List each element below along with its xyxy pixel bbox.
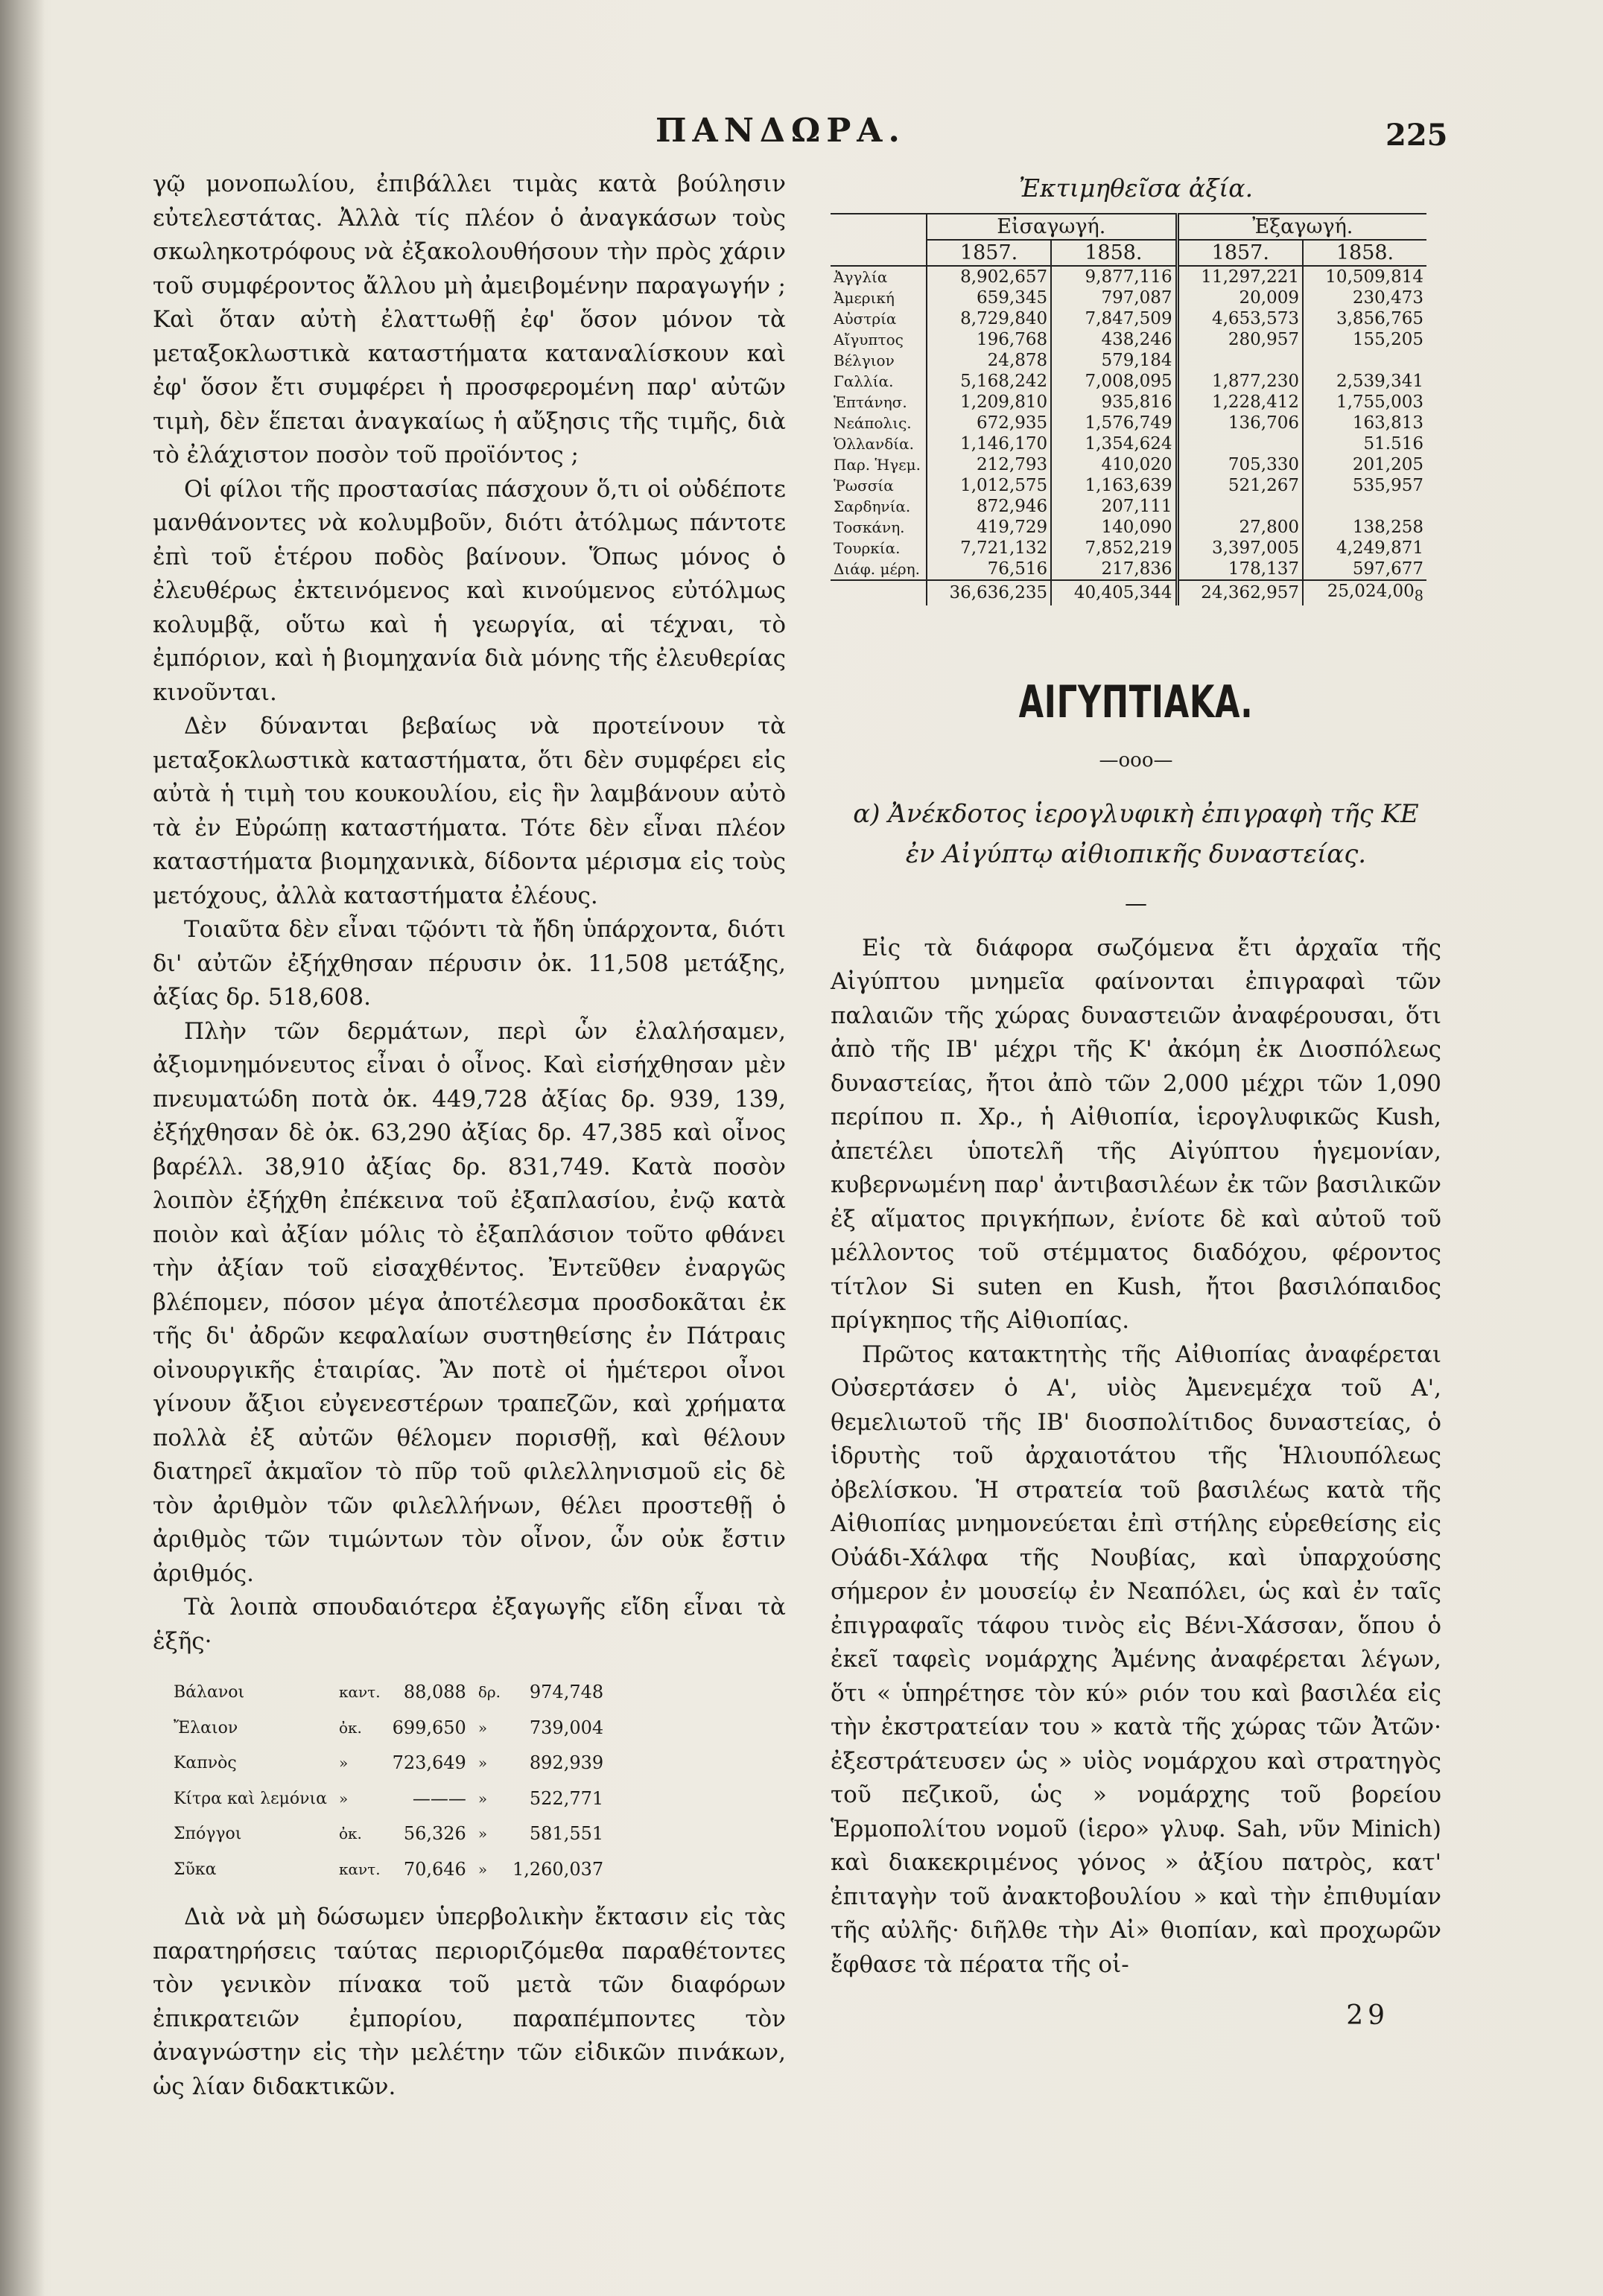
import-1858-cell: 207,111: [1051, 496, 1177, 517]
export-1857-cell: 27,800: [1177, 517, 1303, 538]
paragraph: Οἱ φίλοι τῆς προστασίας πάσχουν ὅ,τι οἱ οὐδέποτε μανθάνοντες νὰ κολυμβοῦν, διότι ἀτόλμως πάντοτε ἐπὶ τοῦ ἑτέρου ποδὸς βαίνουν. Ὅπως μόνος ὁ ἐλευθέρως ἐκτεινόμενος καὶ κινούμενος εὐτόλμως κολυμβᾷ, οὕτω καὶ ἡ γεωργία, αἱ τέχναι, τὸ ἐμπόριον, καὶ ἡ βιομηχανία διὰ μόνης τῆς ἐλευθερίας κινοῦνται.: [153, 475, 786, 706]
country-cell: Τοσκάνη.: [834, 518, 905, 536]
paragraph: γῷ μονοπωλίου, ἐπιβάλλει τιμὰς κατὰ βούλησιν εὐτελεστάτας. Ἀλλὰ τίς πλέον ὁ ἀναγκάσων τοὺς σκωληκοτρόφους νὰ ἐξακολουθήσουν τὴν πρὸς χάριν τοῦ συμφέροντος ἄλλου μὴ ἀμειβομένην παραγωγήν ; Καὶ ὅταν αὐτὴ ἐλαττωθῇ ἐφ' ὅσον μόνον τὰ μεταξοκλωστικὰ καταστήματα καταναλίσκουν καὶ ἐφ' ὅσον ἔτι συμφέρει ἡ προσφερομένη παρ' αὐτῶν τιμὴ, δὲν ἕπεται ἀναγκαίως ἡ αὔξησις τῆς τιμῆς, διὰ τὸ ἐλάχιστον ποσὸν τοῦ προϊόντος ;: [153, 171, 786, 468]
export-header: Ἐξαγωγή.: [1177, 214, 1426, 240]
import-1857-cell: 8,902,657: [927, 266, 1051, 287]
year-header: 1858.: [1051, 240, 1177, 266]
import-1857-cell: 1,146,170: [927, 433, 1051, 454]
divider: —: [1125, 890, 1147, 917]
total-import-1857: 36,636,235: [927, 580, 1051, 605]
table-row: [168, 1675, 609, 1711]
export-unit: ὀκ.: [338, 1718, 362, 1737]
import-1857-cell: 24,878: [927, 350, 1051, 371]
import-1857-cell: 659,345: [927, 287, 1051, 308]
table-row: [831, 371, 1426, 392]
section-title: ΑΙΓΥΠΤΙΑΚΑ.: [1018, 675, 1254, 728]
table-row: [831, 454, 1426, 475]
export-value: 974,748: [529, 1682, 604, 1702]
export-quantity: 723,649: [392, 1752, 466, 1773]
export-item: Κίτρα καὶ λεμόνια: [174, 1789, 327, 1808]
ornament: —ooo—: [1099, 748, 1173, 772]
export-1858-cell: [1303, 350, 1426, 371]
table-row: [831, 413, 1426, 433]
import-1857-cell: 5,168,242: [927, 371, 1051, 392]
export-unit: καντ.: [338, 1683, 381, 1701]
export-1858-cell: 10,509,814: [1303, 266, 1426, 287]
import-1858-cell: 1,576,749: [1051, 413, 1177, 433]
paragraph: Πλὴν τῶν δερμάτων, περὶ ὧν ἐλαλήσαμεν, ἀξιομνημόνευτος εἶναι ὁ οἶνος. Καὶ εἰσήχθησαν μὲν πνευματώδη ποτὰ ὀκ. 449,728 ἀξίας δρ. 939, 139, ἐξήχθησαν δὲ ὀκ. 63,290 ἀξίας δρ. 47,385 καὶ οἶνος βαρέλλ. 38,910 ἀξίας δρ. 831,749. Κατὰ ποσὸν λοιπὸν ἐξήχθη ἐπέκεινα τοῦ ἐξαπλασίου, ἐνῷ κατὰ ποιὸν καὶ ἀξίαν μόλις τὸ ἐξαπλάσιον τοῦτο φθάνει τὴν ἀξίαν τοῦ εἰσαχθέντος. Ἐντεῦθεν ἐναργῶς βλέπομεν, πόσον μέγα ἀποτέλεσμα προσδοκᾶται ἐκ τῆς δι' ἀδρῶν κεφαλαίων συστηθείσης ἐν Πάτραις οἰνουργικῆς ἑταιρίας. Ἂν ποτὲ οἱ ἡμέτεροι οἶνοι γίνουν ἄξιοι εὐγενεστέρων τραπεζῶν, καὶ χρήματα πολλὰ ἐξ αὐτῶν θέλομεν πορισθῇ, καὶ θέλουν διατηρεῖ ἀκμαῖον τὸ πῦρ τοῦ φιλελληνισμοῦ εἰς δὲ τὸν ἀριθμὸν τῶν φιλελλήνων, θέλει προστεθῇ ὁ ἀριθμὸς τῶν τιμώντων τὸν οἶνον, ὧν οὐκ ἔστιν ἀριθμός.: [153, 1017, 786, 1587]
import-1857-cell: 76,516: [927, 559, 1051, 580]
import-1858-cell: 9,877,116: [1051, 266, 1177, 287]
import-1857-cell: 196,768: [927, 329, 1051, 350]
export-1857-cell: 280,957: [1177, 329, 1303, 350]
table-caption: Ἐκτιμηθεῖσα ἀξία.: [1018, 174, 1254, 203]
export-unit: »: [338, 1754, 349, 1772]
import-1857-cell: 1,012,575: [927, 475, 1051, 496]
export-1857-cell: 4,653,573: [1177, 308, 1303, 329]
country-cell: Νεάπολις.: [834, 414, 912, 432]
total-export-1857: 24,362,957: [1177, 580, 1303, 605]
export-quantity: 70,646: [403, 1858, 466, 1880]
table-row: [831, 392, 1426, 413]
import-1858-cell: 579,184: [1051, 350, 1177, 371]
running-head: ΠΑΝΔΩΡΑ.: [656, 112, 906, 150]
export-1858-cell: 1,755,003: [1303, 392, 1426, 413]
table-total-row: [831, 580, 1426, 605]
table-row: [831, 287, 1426, 308]
total-import-1858: 40,405,344: [1051, 580, 1177, 605]
signature-mark: 29: [1346, 2000, 1389, 2032]
import-1858-cell: 438,246: [1051, 329, 1177, 350]
table-header-row: [831, 214, 1426, 240]
page-number: 225: [1385, 118, 1448, 153]
paragraph: Διὰ νὰ μὴ δώσωμεν ὑπερβολικὴν ἔκτασιν εἰς τὰς παρατηρήσεις ταύτας περιοριζόμεθα παραθέτοντες τὸν γενικὸν πίνακα τοῦ μετὰ τῶν διαφόρων ἐπικρατειῶν ἐμπορίου, παραπέμποντες τὸν ἀναγνώστην εἰς τὴν μελέτην τῶν εἰδικῶν πινάκων, ὡς λίαν διδακτικῶν.: [153, 1904, 786, 2100]
export-1858-cell: 138,258: [1303, 517, 1426, 538]
export-1858-cell: 3,856,765: [1303, 308, 1426, 329]
country-header: [831, 214, 927, 240]
import-1857-cell: 872,946: [927, 496, 1051, 517]
table-row: [831, 496, 1426, 517]
export-1858-cell: 230,473: [1303, 287, 1426, 308]
table-row: [168, 1852, 609, 1888]
export-1857-cell: 705,330: [1177, 454, 1303, 475]
subheading-line-2: ἐν Αἰγύπτῳ αἰθιοπικῆς δυναστείας.: [905, 839, 1367, 869]
total-export-1858-tail: 8: [1414, 587, 1423, 605]
export-1857-cell: [1177, 496, 1303, 517]
export-1857-cell: 3,397,005: [1177, 538, 1303, 559]
country-cell: Αἴγυπτος: [834, 331, 904, 349]
export-currency: »: [477, 1754, 488, 1772]
export-item: Σῦκα: [174, 1860, 217, 1879]
page-gutter-shadow: [0, 0, 45, 2296]
table-row: [831, 517, 1426, 538]
country-cell: Ὁλλανδία.: [834, 435, 914, 453]
export-quantity: 88,088: [403, 1682, 466, 1702]
export-1857-cell: 136,706: [1177, 413, 1303, 433]
country-cell: Αὐστρία: [834, 310, 897, 328]
export-unit: καντ.: [338, 1860, 381, 1878]
import-1857-cell: 7,721,132: [927, 538, 1051, 559]
year-header: 1857.: [927, 240, 1051, 266]
trade-table: [831, 213, 1426, 605]
export-currency: »: [477, 1789, 488, 1807]
export-1858-cell: 535,957: [1303, 475, 1426, 496]
total-label: [831, 580, 927, 605]
export-item: Ἔλαιον: [174, 1718, 238, 1737]
import-1857-cell: 212,793: [927, 454, 1051, 475]
paragraph: Τὰ λοιπὰ σπουδαιότερα ἐξαγωγῆς εἴδη εἶναι τὰ ἑξῆς·: [153, 1594, 786, 1655]
import-1858-cell: 797,087: [1051, 287, 1177, 308]
country-cell: Σαρδηνία.: [834, 497, 911, 515]
import-1858-cell: 7,847,509: [1051, 308, 1177, 329]
table-row: [831, 559, 1426, 580]
export-item: Βάλανοι: [174, 1683, 245, 1702]
export-1858-cell: 155,205: [1303, 329, 1426, 350]
table-row: [168, 1746, 609, 1781]
table-header-row: [831, 240, 1426, 266]
total-export-1858-value: 25,024,00: [1327, 582, 1415, 601]
paragraph: Τοιαῦτα δὲν εἶναι τῷόντι τὰ ἤδη ὑπάρχοντα, διότι δι' αὐτῶν ἐξήχθησαν πέρυσιν ὀκ. 11,508 μετάξης, ἀξίας δρ. 518,608.: [153, 916, 786, 1011]
country-cell: Τουρκία.: [834, 539, 901, 557]
export-1858-cell: [1303, 496, 1426, 517]
country-cell: Παρ. Ἡγεμ.: [834, 456, 921, 474]
table-row: [831, 433, 1426, 454]
export-currency: »: [477, 1825, 488, 1842]
table-row: [831, 329, 1426, 350]
left-column: [153, 168, 786, 2104]
export-currency: »: [477, 1860, 488, 1878]
export-1857-cell: [1177, 350, 1303, 371]
export-1858-cell: 201,205: [1303, 454, 1426, 475]
right-column: [831, 168, 1441, 2031]
export-currency: δρ.: [477, 1683, 501, 1701]
subheading-line-1: α) Ἀνέκδοτος ἱερογλυφικὴ ἐπιγραφὴ τῆς ΚΕ: [853, 798, 1419, 829]
export-value: 892,939: [529, 1752, 604, 1773]
table-row: [831, 350, 1426, 371]
section-body: [831, 932, 1441, 1982]
export-item: Σπόγγοι: [174, 1825, 242, 1843]
export-1857-cell: [1177, 433, 1303, 454]
import-1857-cell: 1,209,810: [927, 392, 1051, 413]
exports-table: [168, 1675, 609, 1887]
country-cell: Ἑπτάνησ.: [834, 393, 907, 411]
export-quantity: 699,650: [392, 1717, 466, 1738]
year-header: 1858.: [1303, 240, 1426, 266]
export-1857-cell: 20,009: [1177, 287, 1303, 308]
paragraph: Πρῶτος κατακτητὴς τῆς Αἰθιοπίας ἀναφέρεται Οὐσερτάσεν ὁ Α', υἱὸς Ἀμενεμέχα τοῦ Α', θεμελιωτοῦ τῆς ΙΒ' διοσπολίτιδος δυναστείας, ὁ ἱδρυτὴς τοῦ ἀρχαιοτάτου τῆς Ἡλιουπόλεως ὀβελίσκου. Ἡ στρατεία τοῦ βασιλέως κατὰ τῆς Αἰθιοπίας μνημονεύεται ἐπὶ στήλης εὑρεθείσης εἰς Οὐάδι-Χάλφα τῆς Νουβίας, καὶ ὑπαρχούσης σήμερον ἐν μουσείῳ ἐν Νεαπόλει, ὡς καὶ ἐν ταῖς ἐπιγραφαῖς τάφου τινὸς εἰς Βένι-Χάσσαν, ὅπου ὁ ἐκεῖ ταφεὶς νομάρχης Ἀμένης ἀναφέρεται λέγων, ὅτι « ὑπηρέτησε τὸν κύ» ριόν του καὶ βασιλέα εἰς τὴν ἐκστρατείαν του » κατὰ τῆς χώρας τῶν Ἀτῶν· ἐξεστράτευσεν ὡς » υἱὸς νομάρχου καὶ στρατηγὸς τοῦ πεζικοῦ, ὡς » νομάρχης τοῦ βορείου Ἑρμοπολίτου νομοῦ (ἱερο» γλυφ. Sah, νῦν Minich) καὶ διακεκριμένος γόνος » ἀξίου πατρὸς, κατ' ἐπιταγὴν τοῦ ἀνακτοβουλίου » καὶ τὴν ἐπιθυμίαν τῆς αὐλῆς· διῆλθε τὴν Αἰ» θιοπίαν, καὶ προχωρῶν ἔφθασε τὰ πέρατα τῆς οἰ-: [831, 1341, 1441, 1978]
export-1858-cell: 163,813: [1303, 413, 1426, 433]
export-unit: ὀκ.: [338, 1825, 362, 1842]
export-1858-cell: 51.516: [1303, 433, 1426, 454]
export-1858-cell: 597,677: [1303, 559, 1426, 580]
total-export-1858: [1303, 580, 1426, 605]
export-value: 581,551: [529, 1823, 604, 1844]
table-row: [831, 266, 1426, 287]
subheading: [831, 794, 1441, 874]
export-1857-cell: 1,228,412: [1177, 392, 1303, 413]
import-1858-cell: 1,354,624: [1051, 433, 1177, 454]
import-1858-cell: 140,090: [1051, 517, 1177, 538]
export-1858-cell: 2,539,341: [1303, 371, 1426, 392]
export-quantity: ———: [412, 1787, 466, 1809]
import-1857-cell: 419,729: [927, 517, 1051, 538]
import-1857-cell: 672,935: [927, 413, 1051, 433]
table-row: [831, 308, 1426, 329]
import-1858-cell: 217,836: [1051, 559, 1177, 580]
import-1858-cell: 7,008,095: [1051, 371, 1177, 392]
table-row: [831, 475, 1426, 496]
export-1857-cell: 178,137: [1177, 559, 1303, 580]
export-value: 739,004: [529, 1717, 604, 1738]
country-cell: Βέλγιον: [834, 352, 895, 369]
table-row: [168, 1781, 609, 1817]
import-header: Εἰσαγωγή.: [927, 214, 1177, 240]
export-unit: »: [338, 1789, 349, 1807]
country-cell: Γαλλία.: [834, 372, 894, 390]
export-1858-cell: 4,249,871: [1303, 538, 1426, 559]
export-item: Καπνὸς: [174, 1754, 237, 1772]
export-currency: »: [477, 1718, 488, 1737]
export-quantity: 56,326: [403, 1823, 466, 1844]
export-value: 1,260,037: [512, 1858, 604, 1880]
country-cell: Διάφ. μέρη.: [834, 560, 920, 578]
table-row: [831, 538, 1426, 559]
export-1857-cell: 521,267: [1177, 475, 1303, 496]
import-1857-cell: 8,729,840: [927, 308, 1051, 329]
import-1858-cell: 410,020: [1051, 454, 1177, 475]
country-cell: Ἀγγλία: [834, 268, 888, 286]
import-1858-cell: 935,816: [1051, 392, 1177, 413]
country-cell: Ἀμερική: [834, 289, 895, 307]
paragraph: Εἰς τὰ διάφορα σωζόμενα ἔτι ἀρχαῖα τῆς Αἰγύπτου μνημεῖα φαίνονται ἐπιγραφαὶ τῶν παλαιῶν τῆς χώρας δυναστειῶν ἀναφέρουσαι, ὅτι ἀπὸ τῆς ΙΒ' μέχρι τῆς Κ' ἀκόμη ἐκ Διοσπόλεως δυναστείας, ἤτοι ἀπὸ τῶν 2,000 μέχρι τῶν 1,090 περίπου π. Χρ., ἡ Αἰθιοπία, ἱερογλυφικῶς Kush, ἀπετέλει ὑποτελῆ τῆς Αἰγύπτου ἡγεμονίαν, κυβερνωμένη παρ' ἀντιβασιλέων ἐκ τῶν βασιλικῶν ἐξ αἵματος πριγκήπων, ἐνίοτε δὲ καὶ αὐτοῦ τοῦ μέλλοντος τοῦ στέμματος διαδόχου, φέροντος τίτλον Si suten en Kush, ἤτοι βασιλόπαιδος πρίγκηπος τῆς Αἰθιοπίας.: [831, 934, 1441, 1335]
export-1857-cell: 11,297,221: [1177, 266, 1303, 287]
paragraph: Δὲν δύνανται βεβαίως νὰ προτείνουν τὰ μεταξοκλωστικὰ καταστήματα, ὅτι δὲν συμφέρει εἰς αὐτὰ ἡ τιμὴ του κουκουλίου, εἰς ἣν λαμβάνουν αὐτὸ τὰ ἐν Εὐρώπῃ καταστήματα. Τότε δὲν εἶναι πλέον καταστήματα βιομηχανικὰ, δίδοντα μέρισμα εἰς τοὺς μετόχους, ἀλλὰ καταστήματα ἐλέους.: [153, 713, 786, 909]
table-row: [168, 1711, 609, 1746]
country-header: [831, 240, 927, 266]
table-row: [168, 1816, 609, 1852]
import-1858-cell: 1,163,639: [1051, 475, 1177, 496]
import-1858-cell: 7,852,219: [1051, 538, 1177, 559]
country-cell: Ῥωσσία: [834, 477, 894, 495]
year-header: 1857.: [1177, 240, 1303, 266]
trade-table-body: [831, 266, 1426, 580]
export-value: 522,771: [529, 1787, 604, 1809]
export-1857-cell: 1,877,230: [1177, 371, 1303, 392]
